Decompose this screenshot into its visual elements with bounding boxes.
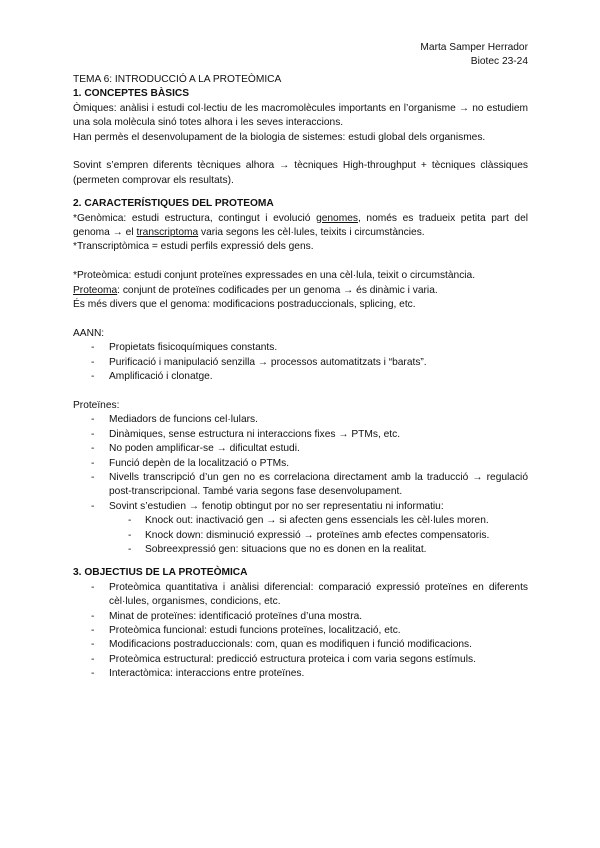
list-item: - Purificació i manipulació senzilla → processos automatitzats i “barats”.	[73, 356, 528, 370]
list-item: - Sovint s’estudien → fenotip obtingut por no ser representatiu ni informatiu:	[73, 500, 528, 514]
paragraph-proteoma	[73, 284, 528, 298]
genomes-term: genomes	[316, 212, 358, 224]
list-item: - Mediadors de funcions cel·lulars.	[73, 413, 528, 427]
genomica-text-c: varia segons les cèl·lules, teixits i circumstàncies.	[198, 227, 425, 239]
section-heading-3: 3. OBJECTIUS DE LA PROTEÒMICA	[73, 567, 248, 579]
list-item: - Amplificació i clonatge.	[73, 370, 528, 384]
proteoma-text: : conjunt de proteïnes codificades per un genoma → és dinàmic i varia.	[117, 284, 438, 296]
proteines-list	[73, 413, 528, 514]
aann-list	[73, 341, 528, 384]
list-item: - No poden amplificar-se → dificultat estudi.	[73, 442, 528, 456]
course-label: Biotec 23-24	[470, 56, 528, 67]
genomica-text-b: , només es tradueix petita part del genoma → el	[73, 212, 528, 239]
paragraph-proteomica: *Proteòmica: estudi conjunt proteïnes expressades en una cèl·lula, teixit o circumstància.	[73, 270, 476, 282]
sub-list-item: - Sobreexpressió gen: situacions que no es donen en la realitat.	[73, 543, 528, 557]
transcriptoma-term: transcriptoma	[136, 227, 199, 239]
author-name: Marta Samper Herrador	[420, 42, 528, 53]
list-item: - Dinàmiques, sense estructura ni interaccions fixes → PTMs, etc.	[73, 428, 528, 442]
genomica-text-a: *Genòmica: estudi estructura, contingut i evolució	[73, 212, 317, 224]
paragraph-sistemes: Han permès el desenvolupament de la biologia de sistemes: estudi global dels organismes.	[73, 131, 486, 143]
sub-list-item: - Knock down: disminució expressió → proteïnes amb efectes compensatoris.	[73, 529, 528, 543]
list-item: - Proteòmica quantitativa i anàlisi diferencial: comparació expressió proteïnes en diferents cèl·lules, organismes, condicions, etc.	[73, 581, 528, 610]
list-item: - Nivells transcripció d’un gen no es correlaciona directament amb la traducció → regulació post-transcripcional. També varia segons fase desenvolupament.	[73, 471, 528, 500]
sub-list	[73, 514, 528, 557]
objectius-list	[73, 581, 528, 682]
section-heading-2: 2. CARACTERÍSTIQUES DEL PROTEOMA	[73, 198, 274, 210]
topic-title: TEMA 6: INTRODUCCIÓ A LA PROTEÒMICA	[73, 74, 282, 85]
section-heading-1: 1. CONCEPTES BÀSICS	[73, 88, 190, 100]
proteines-label: Proteïnes:	[73, 399, 120, 411]
list-item: - Propietats fisicoquímiques constants.	[73, 341, 528, 355]
paragraph-tecniques: Sovint s’empren diferents tècniques alhora → tècniques High-throughput + tècniques clàssiques (permeten comprovar els resultats).	[73, 160, 528, 186]
list-item: - Funció depèn de la localització o PTMs.	[73, 457, 528, 471]
document-body	[73, 73, 528, 682]
sub-list-item: - Knock out: inactivació gen → si afecten gens essencials les cèl·lules moren.	[73, 514, 528, 528]
list-item: - Interactòmica: interaccions entre proteïnes.	[73, 667, 528, 681]
paragraph-transcriptomica: *Transcriptòmica = estudi perfils expressió dels gens.	[73, 241, 314, 253]
list-item: - Modificacions postraduccionals: com, quan es modifiquen i funció modificacions.	[73, 638, 528, 652]
list-item: - Minat de proteïnes: identificació proteïnes d’una mostra.	[73, 610, 528, 624]
paragraph-omiques: Òmiques: anàlisi i estudi col·lectiu de les macromolècules importants en l’organisme → no estudiem una sola molècula sinó totes alhora i les seves interaccions.	[73, 102, 528, 129]
proteoma-term: Proteoma	[73, 284, 118, 296]
list-item: - Proteòmica funcional: estudi funcions proteïnes, localització, etc.	[73, 624, 528, 638]
list-item: - Proteòmica estructural: predicció estructura proteica i com varia segons estímuls.	[73, 653, 528, 667]
paragraph-divers: És més divers que el genoma: modificacions postraduccionals, splicing, etc.	[73, 299, 416, 311]
aann-label: AANN:	[73, 327, 105, 339]
paragraph-genomica	[73, 212, 528, 241]
